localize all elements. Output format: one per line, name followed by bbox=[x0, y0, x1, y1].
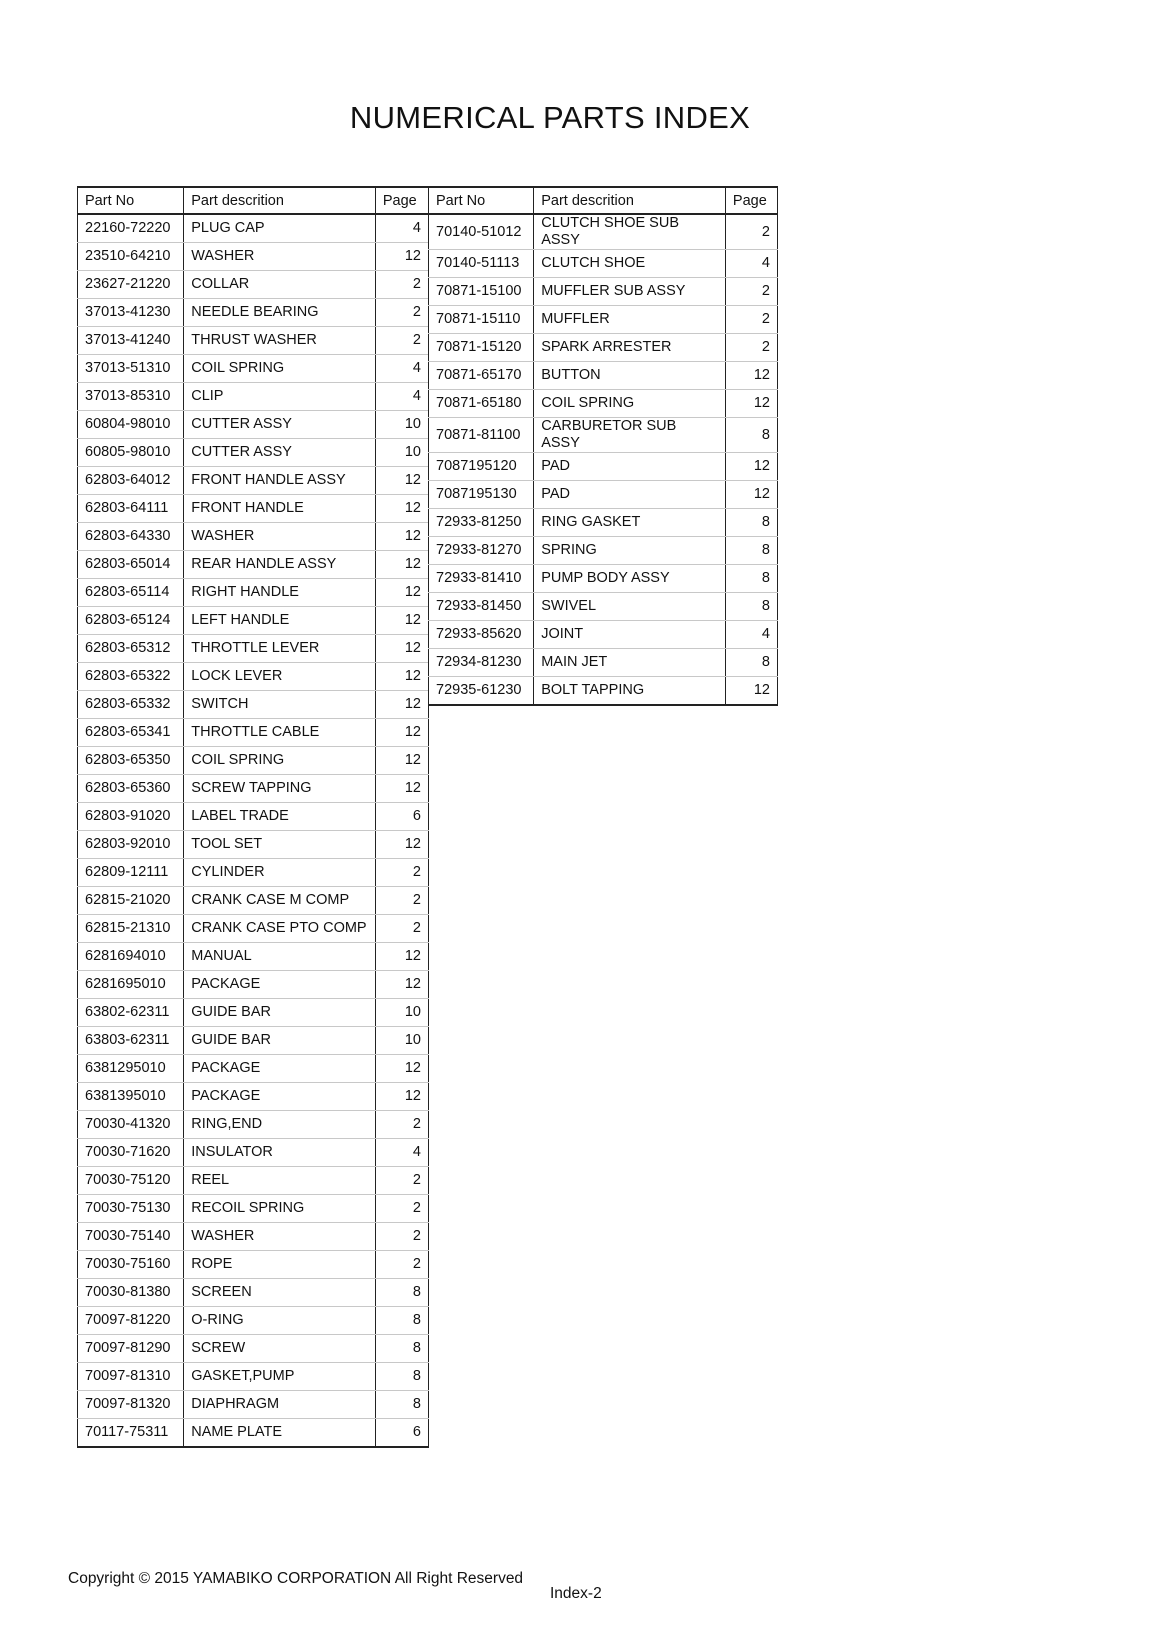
page-cell: 4 bbox=[375, 383, 428, 411]
parts-table-left bbox=[77, 186, 429, 1448]
table-row bbox=[429, 250, 778, 278]
part-number-cell: 70140-51113 bbox=[429, 250, 534, 278]
part-number-cell: 60805-98010 bbox=[78, 439, 184, 467]
table-row bbox=[78, 523, 429, 551]
page-cell: 8 bbox=[375, 1279, 428, 1307]
part-description-cell: CUTTER ASSY bbox=[184, 439, 376, 467]
table-row bbox=[429, 565, 778, 593]
part-number-cell: 70871-65180 bbox=[429, 390, 534, 418]
part-description-cell: MUFFLER bbox=[534, 306, 726, 334]
page-cell: 12 bbox=[375, 719, 428, 747]
part-number-cell: 62803-65014 bbox=[78, 551, 184, 579]
header-part-no: Part No bbox=[78, 187, 184, 214]
part-description-cell: COIL SPRING bbox=[184, 747, 376, 775]
table-row bbox=[429, 453, 778, 481]
part-description-cell: CRANK CASE PTO COMP bbox=[184, 915, 376, 943]
part-number-cell: 62803-91020 bbox=[78, 803, 184, 831]
page-cell: 4 bbox=[375, 214, 428, 243]
table-row bbox=[78, 1335, 429, 1363]
page-cell: 10 bbox=[375, 411, 428, 439]
table-row bbox=[78, 551, 429, 579]
part-description-cell: WASHER bbox=[184, 243, 376, 271]
part-description-cell: SWIVEL bbox=[534, 593, 726, 621]
table-row bbox=[78, 747, 429, 775]
table-row bbox=[78, 299, 429, 327]
page-cell: 2 bbox=[375, 1167, 428, 1195]
part-number-cell: 62803-64012 bbox=[78, 467, 184, 495]
part-description-cell: MAIN JET bbox=[534, 649, 726, 677]
page-cell: 2 bbox=[375, 1251, 428, 1279]
part-number-cell: 70030-75130 bbox=[78, 1195, 184, 1223]
page-cell: 12 bbox=[375, 663, 428, 691]
table-row bbox=[429, 334, 778, 362]
table-row bbox=[78, 943, 429, 971]
page-cell: 8 bbox=[375, 1363, 428, 1391]
header-page: Page bbox=[375, 187, 428, 214]
part-number-cell: 70871-15100 bbox=[429, 278, 534, 306]
part-number-cell: 62803-65312 bbox=[78, 635, 184, 663]
part-number-cell: 70140-51012 bbox=[429, 214, 534, 250]
table-row bbox=[429, 418, 778, 453]
table-row bbox=[429, 537, 778, 565]
table-row bbox=[429, 214, 778, 250]
table-row bbox=[78, 1223, 429, 1251]
part-number-cell: 70030-75120 bbox=[78, 1167, 184, 1195]
page-cell: 12 bbox=[375, 1083, 428, 1111]
parts-table-body bbox=[78, 214, 429, 1447]
part-description-cell: LEFT HANDLE bbox=[184, 607, 376, 635]
part-number-cell: 37013-41230 bbox=[78, 299, 184, 327]
part-description-cell: THRUST WASHER bbox=[184, 327, 376, 355]
part-number-cell: 70030-41320 bbox=[78, 1111, 184, 1139]
part-description-cell: GUIDE BAR bbox=[184, 999, 376, 1027]
part-number-cell: 70871-81100 bbox=[429, 418, 534, 453]
part-description-cell: BOLT TAPPING bbox=[534, 677, 726, 706]
table-row bbox=[78, 1419, 429, 1448]
table-header-row bbox=[78, 187, 429, 214]
part-description-cell: MANUAL bbox=[184, 943, 376, 971]
part-number-cell: 22160-72220 bbox=[78, 214, 184, 243]
part-description-cell: RING GASKET bbox=[534, 509, 726, 537]
part-description-cell: COLLAR bbox=[184, 271, 376, 299]
part-description-cell: PACKAGE bbox=[184, 971, 376, 999]
page-cell: 2 bbox=[725, 278, 777, 306]
part-number-cell: 70030-75160 bbox=[78, 1251, 184, 1279]
part-description-cell: RECOIL SPRING bbox=[184, 1195, 376, 1223]
part-number-cell: 72933-81450 bbox=[429, 593, 534, 621]
part-description-cell: FRONT HANDLE ASSY bbox=[184, 467, 376, 495]
table-row bbox=[78, 271, 429, 299]
page-cell: 12 bbox=[375, 579, 428, 607]
page-cell: 2 bbox=[375, 887, 428, 915]
part-description-cell: COIL SPRING bbox=[184, 355, 376, 383]
part-number-cell: 62803-92010 bbox=[78, 831, 184, 859]
page-cell: 8 bbox=[375, 1307, 428, 1335]
table-row bbox=[429, 509, 778, 537]
table-row bbox=[78, 1055, 429, 1083]
table-row bbox=[78, 383, 429, 411]
page-cell: 12 bbox=[375, 775, 428, 803]
part-description-cell: CRANK CASE M COMP bbox=[184, 887, 376, 915]
table-row bbox=[429, 481, 778, 509]
part-number-cell: 62815-21020 bbox=[78, 887, 184, 915]
part-description-cell: ROPE bbox=[184, 1251, 376, 1279]
table-row bbox=[78, 1279, 429, 1307]
page-cell: 2 bbox=[725, 306, 777, 334]
table-row bbox=[78, 355, 429, 383]
page-cell: 12 bbox=[375, 495, 428, 523]
part-number-cell: 70097-81290 bbox=[78, 1335, 184, 1363]
part-number-cell: 70030-75140 bbox=[78, 1223, 184, 1251]
parts-table-body bbox=[429, 214, 778, 705]
table-row bbox=[429, 362, 778, 390]
part-description-cell: DIAPHRAGM bbox=[184, 1391, 376, 1419]
part-description-cell: PUMP BODY ASSY bbox=[534, 565, 726, 593]
part-description-cell: CLUTCH SHOE SUB ASSY bbox=[534, 214, 726, 250]
part-description-cell: FRONT HANDLE bbox=[184, 495, 376, 523]
part-description-cell: REAR HANDLE ASSY bbox=[184, 551, 376, 579]
page-cell: 12 bbox=[375, 607, 428, 635]
page-cell: 2 bbox=[375, 915, 428, 943]
part-description-cell: WASHER bbox=[184, 1223, 376, 1251]
part-description-cell: THROTTLE CABLE bbox=[184, 719, 376, 747]
part-description-cell: CARBURETOR SUB ASSY bbox=[534, 418, 726, 453]
page-cell: 8 bbox=[725, 649, 777, 677]
part-description-cell: SCREEN bbox=[184, 1279, 376, 1307]
part-number-cell: 72934-81230 bbox=[429, 649, 534, 677]
page-cell: 2 bbox=[725, 214, 777, 250]
page-cell: 12 bbox=[375, 1055, 428, 1083]
page-cell: 12 bbox=[725, 362, 777, 390]
parts-table-right bbox=[428, 186, 778, 706]
part-description-cell: PACKAGE bbox=[184, 1083, 376, 1111]
part-number-cell: 7087195120 bbox=[429, 453, 534, 481]
page-cell: 10 bbox=[375, 439, 428, 467]
table-row bbox=[429, 621, 778, 649]
page-cell: 2 bbox=[725, 334, 777, 362]
part-number-cell: 72935-61230 bbox=[429, 677, 534, 706]
page-cell: 8 bbox=[725, 509, 777, 537]
part-number-cell: 60804-98010 bbox=[78, 411, 184, 439]
part-number-cell: 70097-81220 bbox=[78, 1307, 184, 1335]
part-number-cell: 72933-81270 bbox=[429, 537, 534, 565]
part-description-cell: LABEL TRADE bbox=[184, 803, 376, 831]
table-row bbox=[429, 649, 778, 677]
part-description-cell: GASKET,PUMP bbox=[184, 1363, 376, 1391]
page-cell: 4 bbox=[375, 1139, 428, 1167]
part-number-cell: 37013-51310 bbox=[78, 355, 184, 383]
part-description-cell: SPRING bbox=[534, 537, 726, 565]
table-row bbox=[429, 593, 778, 621]
part-description-cell: SPARK ARRESTER bbox=[534, 334, 726, 362]
page-cell: 12 bbox=[375, 831, 428, 859]
table-row bbox=[78, 719, 429, 747]
page-cell: 8 bbox=[725, 565, 777, 593]
part-number-cell: 72933-85620 bbox=[429, 621, 534, 649]
table-row bbox=[429, 390, 778, 418]
part-number-cell: 6381395010 bbox=[78, 1083, 184, 1111]
page-cell: 12 bbox=[375, 971, 428, 999]
part-description-cell: SWITCH bbox=[184, 691, 376, 719]
part-number-cell: 23627-21220 bbox=[78, 271, 184, 299]
table-row bbox=[78, 411, 429, 439]
table-row bbox=[78, 243, 429, 271]
part-description-cell: LOCK LEVER bbox=[184, 663, 376, 691]
table-row bbox=[78, 803, 429, 831]
table-row bbox=[429, 278, 778, 306]
part-number-cell: 62803-64111 bbox=[78, 495, 184, 523]
part-number-cell: 37013-85310 bbox=[78, 383, 184, 411]
page-cell: 12 bbox=[375, 467, 428, 495]
page-cell: 4 bbox=[725, 250, 777, 278]
part-number-cell: 62803-65114 bbox=[78, 579, 184, 607]
table-header-row bbox=[429, 187, 778, 214]
part-number-cell: 70030-71620 bbox=[78, 1139, 184, 1167]
part-number-cell: 63802-62311 bbox=[78, 999, 184, 1027]
page-cell: 4 bbox=[725, 621, 777, 649]
part-description-cell: SCREW bbox=[184, 1335, 376, 1363]
page-cell: 12 bbox=[725, 453, 777, 481]
part-number-cell: 62803-65332 bbox=[78, 691, 184, 719]
part-number-cell: 62809-12111 bbox=[78, 859, 184, 887]
table-row bbox=[78, 1027, 429, 1055]
table-row bbox=[429, 306, 778, 334]
page-cell: 2 bbox=[375, 859, 428, 887]
part-number-cell: 62803-64330 bbox=[78, 523, 184, 551]
part-number-cell: 72933-81410 bbox=[429, 565, 534, 593]
part-number-cell: 70871-65170 bbox=[429, 362, 534, 390]
part-number-cell: 63803-62311 bbox=[78, 1027, 184, 1055]
page-cell: 8 bbox=[375, 1391, 428, 1419]
part-number-cell: 70097-81320 bbox=[78, 1391, 184, 1419]
part-description-cell: PACKAGE bbox=[184, 1055, 376, 1083]
page-cell: 8 bbox=[725, 537, 777, 565]
part-number-cell: 62803-65124 bbox=[78, 607, 184, 635]
part-description-cell: RING,END bbox=[184, 1111, 376, 1139]
table-row bbox=[78, 1391, 429, 1419]
header-part-no: Part No bbox=[429, 187, 534, 214]
table-row bbox=[78, 1363, 429, 1391]
copyright-notice: Copyright © 2015 YAMABIKO CORPORATION All Right Reserved bbox=[68, 1570, 524, 1587]
header-page: Page bbox=[725, 187, 777, 214]
table-row bbox=[78, 999, 429, 1027]
part-number-cell: 70097-81310 bbox=[78, 1363, 184, 1391]
part-description-cell: INSULATOR bbox=[184, 1139, 376, 1167]
page-cell: 12 bbox=[375, 747, 428, 775]
part-number-cell: 62815-21310 bbox=[78, 915, 184, 943]
table-row bbox=[78, 1167, 429, 1195]
page-cell: 2 bbox=[375, 1111, 428, 1139]
header-part-description: Part descrition bbox=[184, 187, 376, 214]
page-cell: 8 bbox=[375, 1335, 428, 1363]
table-row bbox=[78, 1251, 429, 1279]
table-row bbox=[429, 677, 778, 706]
part-description-cell: GUIDE BAR bbox=[184, 1027, 376, 1055]
table-row bbox=[78, 439, 429, 467]
part-number-cell: 37013-41240 bbox=[78, 327, 184, 355]
page-cell: 12 bbox=[725, 481, 777, 509]
table-row bbox=[78, 1083, 429, 1111]
part-description-cell: CUTTER ASSY bbox=[184, 411, 376, 439]
part-description-cell: BUTTON bbox=[534, 362, 726, 390]
page-cell: 6 bbox=[375, 1419, 428, 1448]
part-description-cell: CLUTCH SHOE bbox=[534, 250, 726, 278]
part-number-cell: 70030-81380 bbox=[78, 1279, 184, 1307]
part-description-cell: THROTTLE LEVER bbox=[184, 635, 376, 663]
table-row bbox=[78, 915, 429, 943]
page-cell: 12 bbox=[375, 691, 428, 719]
table-row bbox=[78, 663, 429, 691]
table-row bbox=[78, 214, 429, 243]
page-cell: 12 bbox=[725, 390, 777, 418]
part-number-cell: 23510-64210 bbox=[78, 243, 184, 271]
part-number-cell: 62803-65341 bbox=[78, 719, 184, 747]
page-number: Index-2 bbox=[550, 1585, 602, 1602]
table-row bbox=[78, 467, 429, 495]
table-row bbox=[78, 887, 429, 915]
part-description-cell: MUFFLER SUB ASSY bbox=[534, 278, 726, 306]
page-cell: 8 bbox=[725, 593, 777, 621]
table-row bbox=[78, 1111, 429, 1139]
page-cell: 12 bbox=[725, 677, 777, 706]
part-description-cell: JOINT bbox=[534, 621, 726, 649]
part-number-cell: 72933-81250 bbox=[429, 509, 534, 537]
part-description-cell: O-RING bbox=[184, 1307, 376, 1335]
part-description-cell: PAD bbox=[534, 453, 726, 481]
page-title: NUMERICAL PARTS INDEX bbox=[349, 100, 751, 135]
part-number-cell: 62803-65360 bbox=[78, 775, 184, 803]
table-row bbox=[78, 1307, 429, 1335]
table-row bbox=[78, 607, 429, 635]
page-cell: 8 bbox=[725, 418, 777, 453]
part-description-cell: PLUG CAP bbox=[184, 214, 376, 243]
page-cell: 12 bbox=[375, 243, 428, 271]
part-description-cell: SCREW TAPPING bbox=[184, 775, 376, 803]
page-cell: 2 bbox=[375, 299, 428, 327]
part-description-cell: WASHER bbox=[184, 523, 376, 551]
page-cell: 12 bbox=[375, 943, 428, 971]
table-row bbox=[78, 971, 429, 999]
table-row bbox=[78, 775, 429, 803]
part-number-cell: 6381295010 bbox=[78, 1055, 184, 1083]
part-description-cell: NEEDLE BEARING bbox=[184, 299, 376, 327]
part-number-cell: 70871-15120 bbox=[429, 334, 534, 362]
table-row bbox=[78, 327, 429, 355]
table-row bbox=[78, 859, 429, 887]
table-row bbox=[78, 1139, 429, 1167]
page-cell: 6 bbox=[375, 803, 428, 831]
part-number-cell: 62803-65322 bbox=[78, 663, 184, 691]
part-description-cell: NAME PLATE bbox=[184, 1419, 376, 1448]
page-cell: 4 bbox=[375, 355, 428, 383]
page-cell: 12 bbox=[375, 523, 428, 551]
page-cell: 2 bbox=[375, 1195, 428, 1223]
part-description-cell: CYLINDER bbox=[184, 859, 376, 887]
part-description-cell: RIGHT HANDLE bbox=[184, 579, 376, 607]
part-description-cell: PAD bbox=[534, 481, 726, 509]
page-cell: 12 bbox=[375, 635, 428, 663]
page-cell: 2 bbox=[375, 1223, 428, 1251]
page-cell: 2 bbox=[375, 327, 428, 355]
table-row bbox=[78, 831, 429, 859]
page-cell: 10 bbox=[375, 1027, 428, 1055]
part-number-cell: 7087195130 bbox=[429, 481, 534, 509]
part-number-cell: 6281694010 bbox=[78, 943, 184, 971]
page-cell: 12 bbox=[375, 551, 428, 579]
header-part-description: Part descrition bbox=[534, 187, 726, 214]
part-description-cell: COIL SPRING bbox=[534, 390, 726, 418]
part-description-cell: CLIP bbox=[184, 383, 376, 411]
table-row bbox=[78, 635, 429, 663]
table-row bbox=[78, 691, 429, 719]
part-description-cell: TOOL SET bbox=[184, 831, 376, 859]
table-row bbox=[78, 1195, 429, 1223]
table-row bbox=[78, 579, 429, 607]
page-cell: 2 bbox=[375, 271, 428, 299]
part-number-cell: 6281695010 bbox=[78, 971, 184, 999]
part-number-cell: 70871-15110 bbox=[429, 306, 534, 334]
part-number-cell: 62803-65350 bbox=[78, 747, 184, 775]
page-cell: 10 bbox=[375, 999, 428, 1027]
table-row bbox=[78, 495, 429, 523]
part-description-cell: REEL bbox=[184, 1167, 376, 1195]
part-number-cell: 70117-75311 bbox=[78, 1419, 184, 1448]
